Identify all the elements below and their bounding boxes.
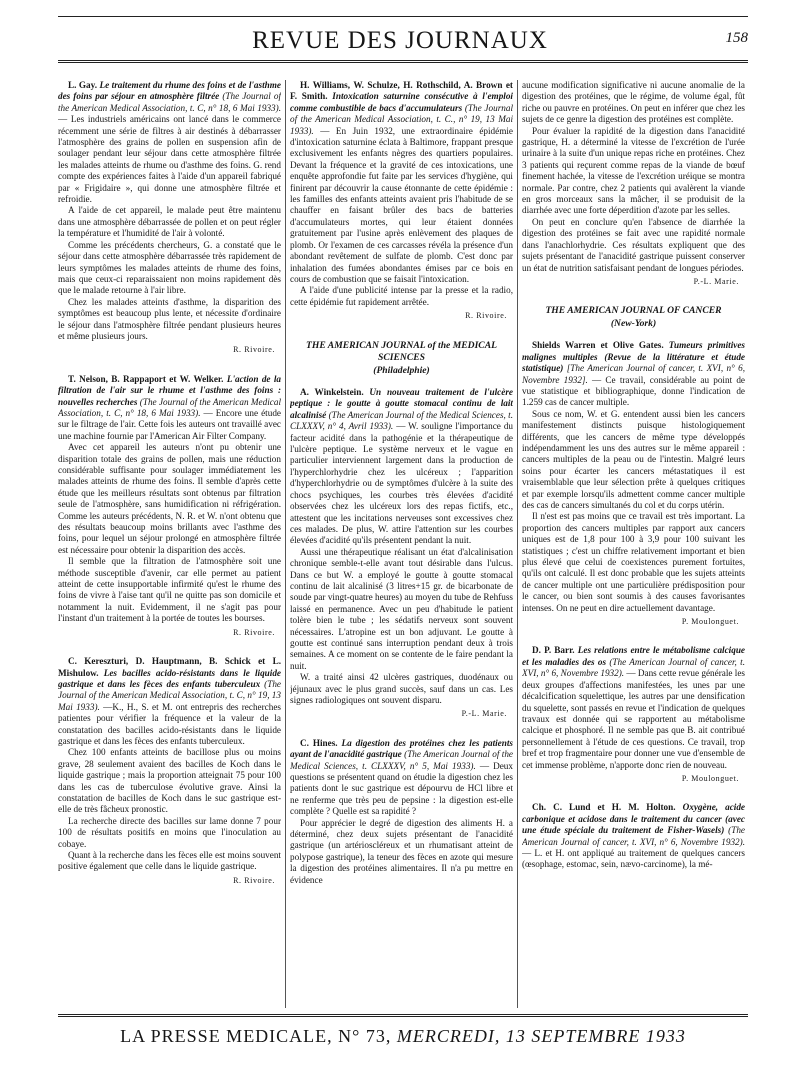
column-1 <box>58 80 281 1008</box>
article-authors: L. Gay. <box>68 80 98 90</box>
article-nelson <box>58 374 281 638</box>
article-source: (The Journal of the American Medical Association, t. C, n° 18, 6 Mai 1933). <box>58 396 281 418</box>
article-barr <box>522 645 745 784</box>
column-separator <box>285 80 286 1008</box>
article-paragraph: — W. souligne l'importance du facteur acidité dans la pathogénie et la thérapeutique de l'ulcère peptique. Le système nerveux et le vague en particulier interviennent largement dans la production de l'hyperchlorhydrie chez les ulcéreux ; l'apparition d'hyperchlorhydrie ou de symptômes d'ulcère à la suite des chocs psychiques, les courbes très élevées d'acidité observées chez les ulcéreux lors des repas fictifs, etc., attestent que les incitations nerveuses sont excessives chez ces malades. De plus, W. attire l'attention sur les courbes élevées d'acidité qu'ils présentent pendant la nuit. <box>290 421 513 546</box>
article-winkelstein <box>290 387 513 720</box>
article-title: La digestion des protéines chez les patients ayant de l'anacidité gastrique <box>290 737 513 760</box>
top-rule <box>58 16 748 17</box>
article-paragraph: Il semble que la filtration de l'atmosphère soit une méthode susceptible d'avenir, car elle permet au patient atteint de cette insupportable infirmité qu'est le rhume des foins de vivre à l'aise tant qu'il ne quitte pas son domicile et notamment la nuit. Evidemment, il ne s'agit pas pour l'instant d'un traitement à la portée de toutes les bourses. <box>58 556 281 624</box>
article-title: L'action de la filtration de l'air sur le rhume et l'asthme des foins : nouvelles recherches <box>58 373 281 407</box>
article-paragraph: Avec cet appareil les auteurs n'ont pu obtenir une disparition totale des grains de pollen, mais une réduction considérable suffisante pour soulager immédiatement les malades atteints de rhume des foins. Il semble d'après cette étude que les meilleurs résultats sont obtenus par filtration seule de l'atmosphère, sans humidification ni réfrigération. Comme les auteurs précédents, N. R. et W. n'ont obtenu que des résultats beaucoup moins brillants avec l'asthme des foins, pour lequel un séjour prolongé en atmosphère filtrée est nécessaire pour obtenir la disparition des accès. <box>58 442 281 555</box>
column-3 <box>522 80 745 1008</box>
article-paragraph: Quant à la recherche dans les fèces elle est moins souvent positive également que celle dans le liquide gastrique. <box>58 850 281 872</box>
article-source: (The American Journal of cancer, t. XVI, n° 6, Novembre 1932). <box>522 656 745 679</box>
article-paragraph: Comme les précédents chercheurs, G. a constaté que le séjour dans cette atmosphère débarrassée très rapidement de leurs symptômes les malades atteints de rhume des foins, mais que ceux-ci reparaissaient non moins rapidement dès que le malade retourne à l'air libre. <box>58 239 281 296</box>
article-heading <box>290 387 513 547</box>
article-title: Oxygène, acide carbonique et acidose dans le traitement du cancer (avec une étude spéciale du traitement de Fisher-Wasels) <box>522 802 745 836</box>
article-title: Le traitement du rhume des foins et de l'asthme des foins par séjour en atmosphère filtrée <box>58 80 281 102</box>
article-signature: R. Rivoire. <box>233 875 275 885</box>
article-heading <box>522 645 745 770</box>
article-hines <box>290 738 513 886</box>
page-number: 158 <box>725 30 748 46</box>
article-paragraph: Pour évaluer la rapidité de la digestion dans l'anacidité gastrique, H. a déterminé la vitesse de l'excrétion de l'urée urinaire à la suite d'un unique repas riche en protéines. Chez 3 patients qui reçurent comme repas de la viande de bœuf finement hachée, la vitesse de l'excrétion uréique se montra normale. Par contre, chez 2 patients qui avalèrent la viande en gros morceaux sans la mâcher, il se produisit de la diarrhée avec une forte déperdition d'azote par les selles. <box>522 125 745 216</box>
header-double-rule <box>58 60 748 63</box>
journal-heading <box>522 305 745 330</box>
article-signature: R. Rivoire. <box>233 627 275 637</box>
article-paragraph: Sous ce nom, W. et G. entendent aussi bien les cancers manifestement distincts puisque histologiquement différents, que les cancers de même type développés indépendamment les uns des autres sur le même appareil : cancers multiples de la peau ou de l'intestin. Malgré leurs soins pour écarter les cancers métastatiques il est vraisemblable que leur sélection prête à quelques critiques et par exemple lorsqu'ils admettent comme cancer multiple des cas de cancers simultanés du col et du corps utérin. <box>522 408 745 510</box>
footer-double-rule <box>58 1014 748 1017</box>
article-authors: T. Nelson, B. Rappaport et W. Welker. <box>68 373 224 384</box>
article-source: [The American Journal of cancer, t. XVI, n° 6, Novembre 1932]. <box>522 363 745 385</box>
article-source: (The Journal of the American Medical Association, t. C, n° 18, 6 Mai 1933). <box>58 91 281 113</box>
article-source: (The American Journal of cancer, t. XVI, n° 6, Novembre 1932). <box>522 825 745 847</box>
journal-city: (New-York) <box>610 317 657 329</box>
article-paragraph: A l'aide d'une publicité intense par la presse et la radio, cette épidémie fut rapidement arrêtée. <box>290 285 513 307</box>
article-authors: Ch. C. Lund et H. M. Holton. <box>532 802 676 813</box>
article-paragraph: Il n'est est pas moins que ce travail est très important. La proportion des cancers multiples par rapport aux cancers uniques est de 1,8 pour 100 à 3,9 pour 100 suivant les statistiques ; c'est un chiffre relativement important et bien plus élevé que celui de coexistences purement fortuites, qu'ils ont calculé. Il est donc probable que les sujets atteints de cancer multiple ont une particulière prédisposition pour le cancer, ou bien sont soumis à des causes favorisantes intenses. On ne peut en dire actuellement davantage. <box>522 511 745 613</box>
article-source: (The American Journal of the Medical Sciences, t. CLXXXV, n° 5, Mai 1933). <box>290 749 513 771</box>
article-source: (The Journal of the American Medical Association, t. C., n° 19, 13 Mai 1933). <box>290 102 513 136</box>
article-paragraph: —K., H., S. et M. ont entrepris des recherches patientes pour vérifier la fréquence et la valeur de la constatation des bacilles acido-résistants dans le liquide gastrique et dans les fèces des enfants tuberculeux. <box>58 701 281 746</box>
article-paragraph: La recherche directe des bacilles sur lame donne 7 pour 100 de résultats positifs en moins que l'inoculation au cobaye. <box>58 815 281 849</box>
article-paragraph: — L. et H. ont appliqué au traitement de quelques cancers (œsophage, estomac, sein, nævo-carcinome), la mé- <box>522 847 745 870</box>
article-gay <box>58 80 281 356</box>
page-footer <box>58 1026 748 1047</box>
article-paragraph: On peut en conclure qu'en l'absence de diarrhée la digestion des protéines se fait avec une rapidité normale dans l'anachlorhydrie. Ces résultats expliquent que des sujets présentant de l'anacidité gastrique puissent conserver un état de nutrition satisfaisant pendant de longues périodes. <box>522 216 745 273</box>
article-paragraph: — Dans cette revue générale les deux groupes d'affections manifestées, les unes par une décalcification squelettique, les autres par une densification du squelette, sont passés en revue et l'indication de quelques travaux est donnée qui se rapportent au métabolisme calcique et phosphoré. Il ne semble pas que B. ait contribué personnellement à l'étude de ces questions. Ce travail, trop bref et trop fragmentaire pour donner une vue d'ensemble de cet immense problème, n'apporte donc rien de nouveau. <box>522 668 745 770</box>
article-paragraph: W. a traité ainsi 42 ulcères gastriques, duodénaux ou jéjunaux avec le plus grand succès, sauf dans un cas. Les signes radiologiques ont souvent disparu. <box>290 672 513 705</box>
article-authors: C. Kereszturi, D. Hauptmann, B. Schick et L. Mishulow. <box>58 656 281 678</box>
article-lund <box>522 802 745 870</box>
article-heading <box>522 802 745 870</box>
journal-name: THE AMERICAN JOURNAL OF CANCER <box>545 305 722 317</box>
footer-date: MERCREDI, 13 SEPTEMBRE 1933 <box>396 1026 686 1046</box>
article-paragraph: A l'aide de cet appareil, le malade peut être maintenu dans une atmosphère débarrassée de pollen et on peut régler la température et l'humidité de l'air à volonté. <box>58 205 281 239</box>
article-signature: P. Moulonguet. <box>681 617 739 627</box>
article-paragraph: — Encore une étude sur le filtrage de l'air. Cette fois les auteurs ont travaillé avec une machine fournie par l'American Air Filter Company. <box>58 407 281 441</box>
footer-journal: LA PRESSE MEDICALE, N° 73, <box>120 1026 392 1046</box>
article-warren <box>522 340 745 627</box>
journal-name: THE AMERICAN JOURNAL of the MEDICAL SCIENCES <box>306 339 497 364</box>
article-paragraph: Aussi une thérapeutique réalisant un état d'alcalinisation chronique semble-t-elle avant tout désirable dans l'ulcus. Dans ce but W. a employé le goutte à goutte stomacal continu de lait alcalinisé (3 litres+15 gr. de bicarbonate de soude par vingt-quatre heures) au moyen du tube de Rehfuss laissé en permanence. Avec un peu d'habitude le patient tolère bien le tube ; les sédatifs nerveux sont souvent nécessaires. L'atropine est un bon adjuvant. Le goutte à goutte est continué sans interruption pendant deux à trois semaines. A ce moment on se contente de le faire pendant la nuit. <box>290 546 513 671</box>
column-separator <box>517 80 518 1008</box>
article-authors: Shields Warren et Olive Gates. <box>532 340 664 351</box>
column-2 <box>290 80 513 1008</box>
article-paragraph: — En Juin 1932, une extraordinaire épidémie d'intoxication saturnine éclata à Baltimore, frappant presque exclusivement les enfants nègres des quartiers populaires. Devant la fréquence et la gravité de ces intoxications, une enquête approfondie fut faite par les services d'hygiène, qui finirent par découvrir la cause étonnante de cette épidémie : les familles des enfants atteints avaient pris l'habitude de se chauffer en faisant brûler des bacs de batteries d'accumulateurs mortes, qui leur étaient données gratuitement par l'usine après enlèvement des plaques de plomb. Or l'examen de ces carcasses révéla la présence d'un abondant revêtement de sulfate de plomb. C'est donc par inhalation des fumées abondantes émises par ce bois en cours de combustion que se faisait l'intoxication. <box>290 125 513 284</box>
article-title: Les relations entre le métabolisme calcique et les maladies des os <box>522 645 745 667</box>
article-signature: R. Rivoire. <box>233 345 275 355</box>
article-source: (The American Journal of the Medical Sciences, t. CLXXXV, n° 4, Avril 1933). <box>290 409 513 432</box>
article-heading <box>58 656 281 747</box>
article-signature: P.-L. Marie. <box>693 276 739 286</box>
article-signature: P. Moulonguet. <box>681 773 739 783</box>
article-authors: D. P. Barr. <box>532 645 575 656</box>
article-paragraph: — Les industriels américains ont lancé dans le commerce récemment une série de filtres à air destinés à débarrasser l'atmosphère des grains de pollen en suspension afin de soulager pendant leur séjour dans cette atmosphère filtrée les malades atteints de rhume ou d'asthme des foins. G. rend compte des expériences faites à l'aide d'un appareil fabriqué par « Frigidaire », qui donne une atmosphère filtrée et refroidie. <box>58 114 281 205</box>
article-signature: R. Rivoire. <box>465 311 507 321</box>
article-paragraph: aucune modification significative ni aucune anomalie de la digestion des protéines, que le régime, de volume égal, fût riche ou pauvre en protéines. On peut en inférer que chez les sujets de ce genre la digestion des protéines est complète. <box>522 80 745 125</box>
article-title: Un nouveau traitement de l'ulcère peptique : le goutte à goutte stomacal continu de lait alcalinisé <box>290 387 513 420</box>
page-header-title: REVUE DES JOURNAUX <box>252 27 548 54</box>
article-title: Les bacilles acido-résistants dans le liquide gastrique et dans les fèces des enfants tuberculeux <box>58 667 281 689</box>
article-paragraph: Chez les malades atteints d'asthme, la disparition des symptômes est beaucoup plus lente, et nécessite d'ordinaire le séjour dans l'atmosphère filtrée pendant plusieurs heures et même plusieurs jours. <box>58 296 281 341</box>
article-authors: A. Winkelstein. <box>300 387 364 398</box>
article-title: Tumeurs primitives malignes multiples (Revue de la littérature et étude statistique) <box>522 340 745 374</box>
article-paragraph: Chez 100 enfants atteints de bacillose plus ou moins grave, 28 seulement avaient des bacilles de Koch dans le liquide gastrique ; mais la proportion atteignait 75 pour 100 dans les cas de tuberculose évolutive grave. Ainsi la constatation de bacilles de Koch dans le suc gastrique est-elle de très fâcheux pronostic. <box>58 747 281 815</box>
article-heading <box>290 738 513 818</box>
article-heading <box>58 374 281 442</box>
article-paragraph: Pour apprécier le degré de digestion des aliments H. a déterminé, chez deux sujets présentant de l'anacidité gastrique (un artérioscléreux et un rhumatisant atteint de polypose gastrique), la teneur des fèces en azote qui mesure la digestion des protéines alimentaires. Il n'a pu mettre en évidence <box>290 817 513 885</box>
article-signature: P.-L. Marie. <box>461 709 507 719</box>
article-authors: C. Hines. <box>300 737 338 748</box>
article-title: Intoxication saturnine consécutive à l'emploi comme combustible de bacs d'accumulateurs <box>290 91 513 113</box>
journal-city: (Philadelphie) <box>373 364 430 376</box>
article-kereszturi <box>58 656 281 886</box>
article-heading <box>290 80 513 285</box>
journal-heading <box>290 340 513 378</box>
article-authors: H. Williams, W. Schulze, H. Rothschild, A. Brown et F. Smith. <box>290 80 513 102</box>
article-paragraph: — Deux questions se présentent quand on étudie la digestion chez les patients dont le suc gastrique est dépourvu de HCl libre et ne renferme que très peu de pepsine : la digestion est-elle complète ? Quelle est sa rapidité ? <box>290 760 513 817</box>
article-source: (The Journal of the American Medical Association, t. C, n° 19, 13 Mai 1933). <box>58 678 281 712</box>
article-heading <box>522 340 745 408</box>
article-hines-continued <box>522 80 745 287</box>
article-williams <box>290 80 513 322</box>
article-heading <box>58 80 281 205</box>
article-paragraph: — Ce travail, considérable au point de vue statistique et bibliographique, donne l'indication de 1.259 cas de cancer multiple. <box>522 374 745 408</box>
